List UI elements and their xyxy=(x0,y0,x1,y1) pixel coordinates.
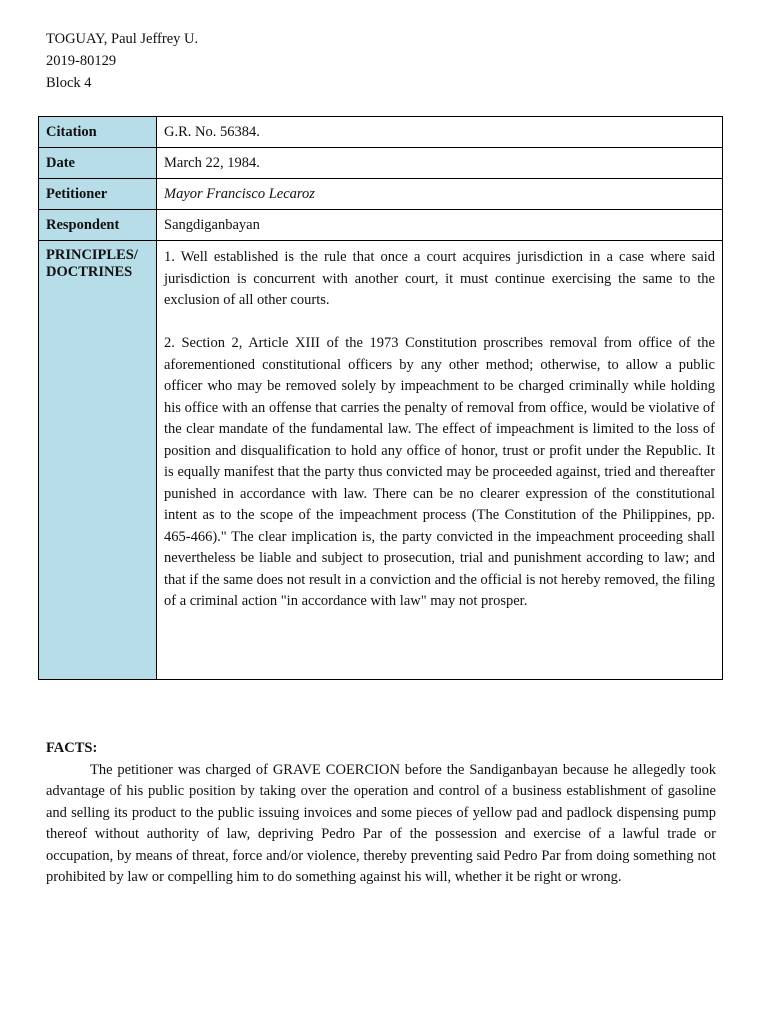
student-number: 2019-80129 xyxy=(46,53,117,69)
facts-body: The petitioner was charged of GRAVE COERCION before the Sandiganbayan because he allegedly took advantage of his public position by taking over the operation and control of a business establishment of gasoline and selling its product to the public issuing invoices and some pieces of yellow pad and padlock dispensing pump thereof without authority of law, depriving Pedro Par of the possession and exercise of a lawful trade or occupation, by means of threat, force and/or violence, thereby preventing said Pedro Par from doing something not prohibited by law or compelling him to do something against his will, whether it be right or wrong. xyxy=(46,761,716,885)
date-label: Date xyxy=(39,148,157,179)
student-header xyxy=(46,28,198,94)
table-row-date xyxy=(39,148,723,179)
petitioner-value: Mayor Francisco Lecaroz xyxy=(157,179,723,210)
table-row-citation xyxy=(39,117,723,148)
respondent-value: Sangdiganbayan xyxy=(157,210,723,241)
citation-value: G.R. No. 56384. xyxy=(157,117,723,148)
principles-label: PRINCIPLES/ DOCTRINES xyxy=(39,241,157,680)
respondent-label: Respondent xyxy=(39,210,157,241)
date-value: March 22, 1984. xyxy=(157,148,723,179)
student-block: Block 4 xyxy=(46,75,92,91)
principle-2: 2. Section 2, Article XIII of the 1973 Constitution proscribes removal from office of the aforementioned constitutional officers by any other method; otherwise, to allow a public officer who may be removed solely by impeachment to be charged criminally while holding his office with an offense that carries the penalty of removal from office, would be violative of the clear mandate of the fundamental law. The effect of impeachment is limited to the loss of position and disqualification to hold any office of honor, trust or profit under the Republic. It is equally manifest that the party thus convicted may be proceeded against, tried and thereafter punished in accordance with law. There can be no clearer expression of the constitutional intent as to the scope of the impeachment process (The Constitution of the Philippines, pp. 465-466)." The clear implication is, the party convicted in the impeachment proceeding shall nevertheless be liable and subject to prosecution, trial and punishment according to law; and that if the same does not result in a conviction and the official is not hereby removed, the filing of a criminal action "in accordance with law" may not prosper. xyxy=(164,335,715,609)
table-row-petitioner xyxy=(39,179,723,210)
citation-label: Citation xyxy=(39,117,157,148)
table-row-principles xyxy=(39,241,723,680)
petitioner-label: Petitioner xyxy=(39,179,157,210)
student-name: TOGUAY, Paul Jeffrey U. xyxy=(46,31,199,47)
principle-1: 1. Well established is the rule that once a court acquires jurisdiction in a case where said jurisdiction is concurrent with another court, it must continue exercising the same to the exclusion of all other courts. xyxy=(164,249,715,308)
facts-title: FACTS: xyxy=(46,740,98,756)
table-row-respondent xyxy=(39,210,723,241)
facts-section xyxy=(46,738,716,889)
principles-value xyxy=(157,241,723,680)
case-digest-table xyxy=(38,116,723,680)
